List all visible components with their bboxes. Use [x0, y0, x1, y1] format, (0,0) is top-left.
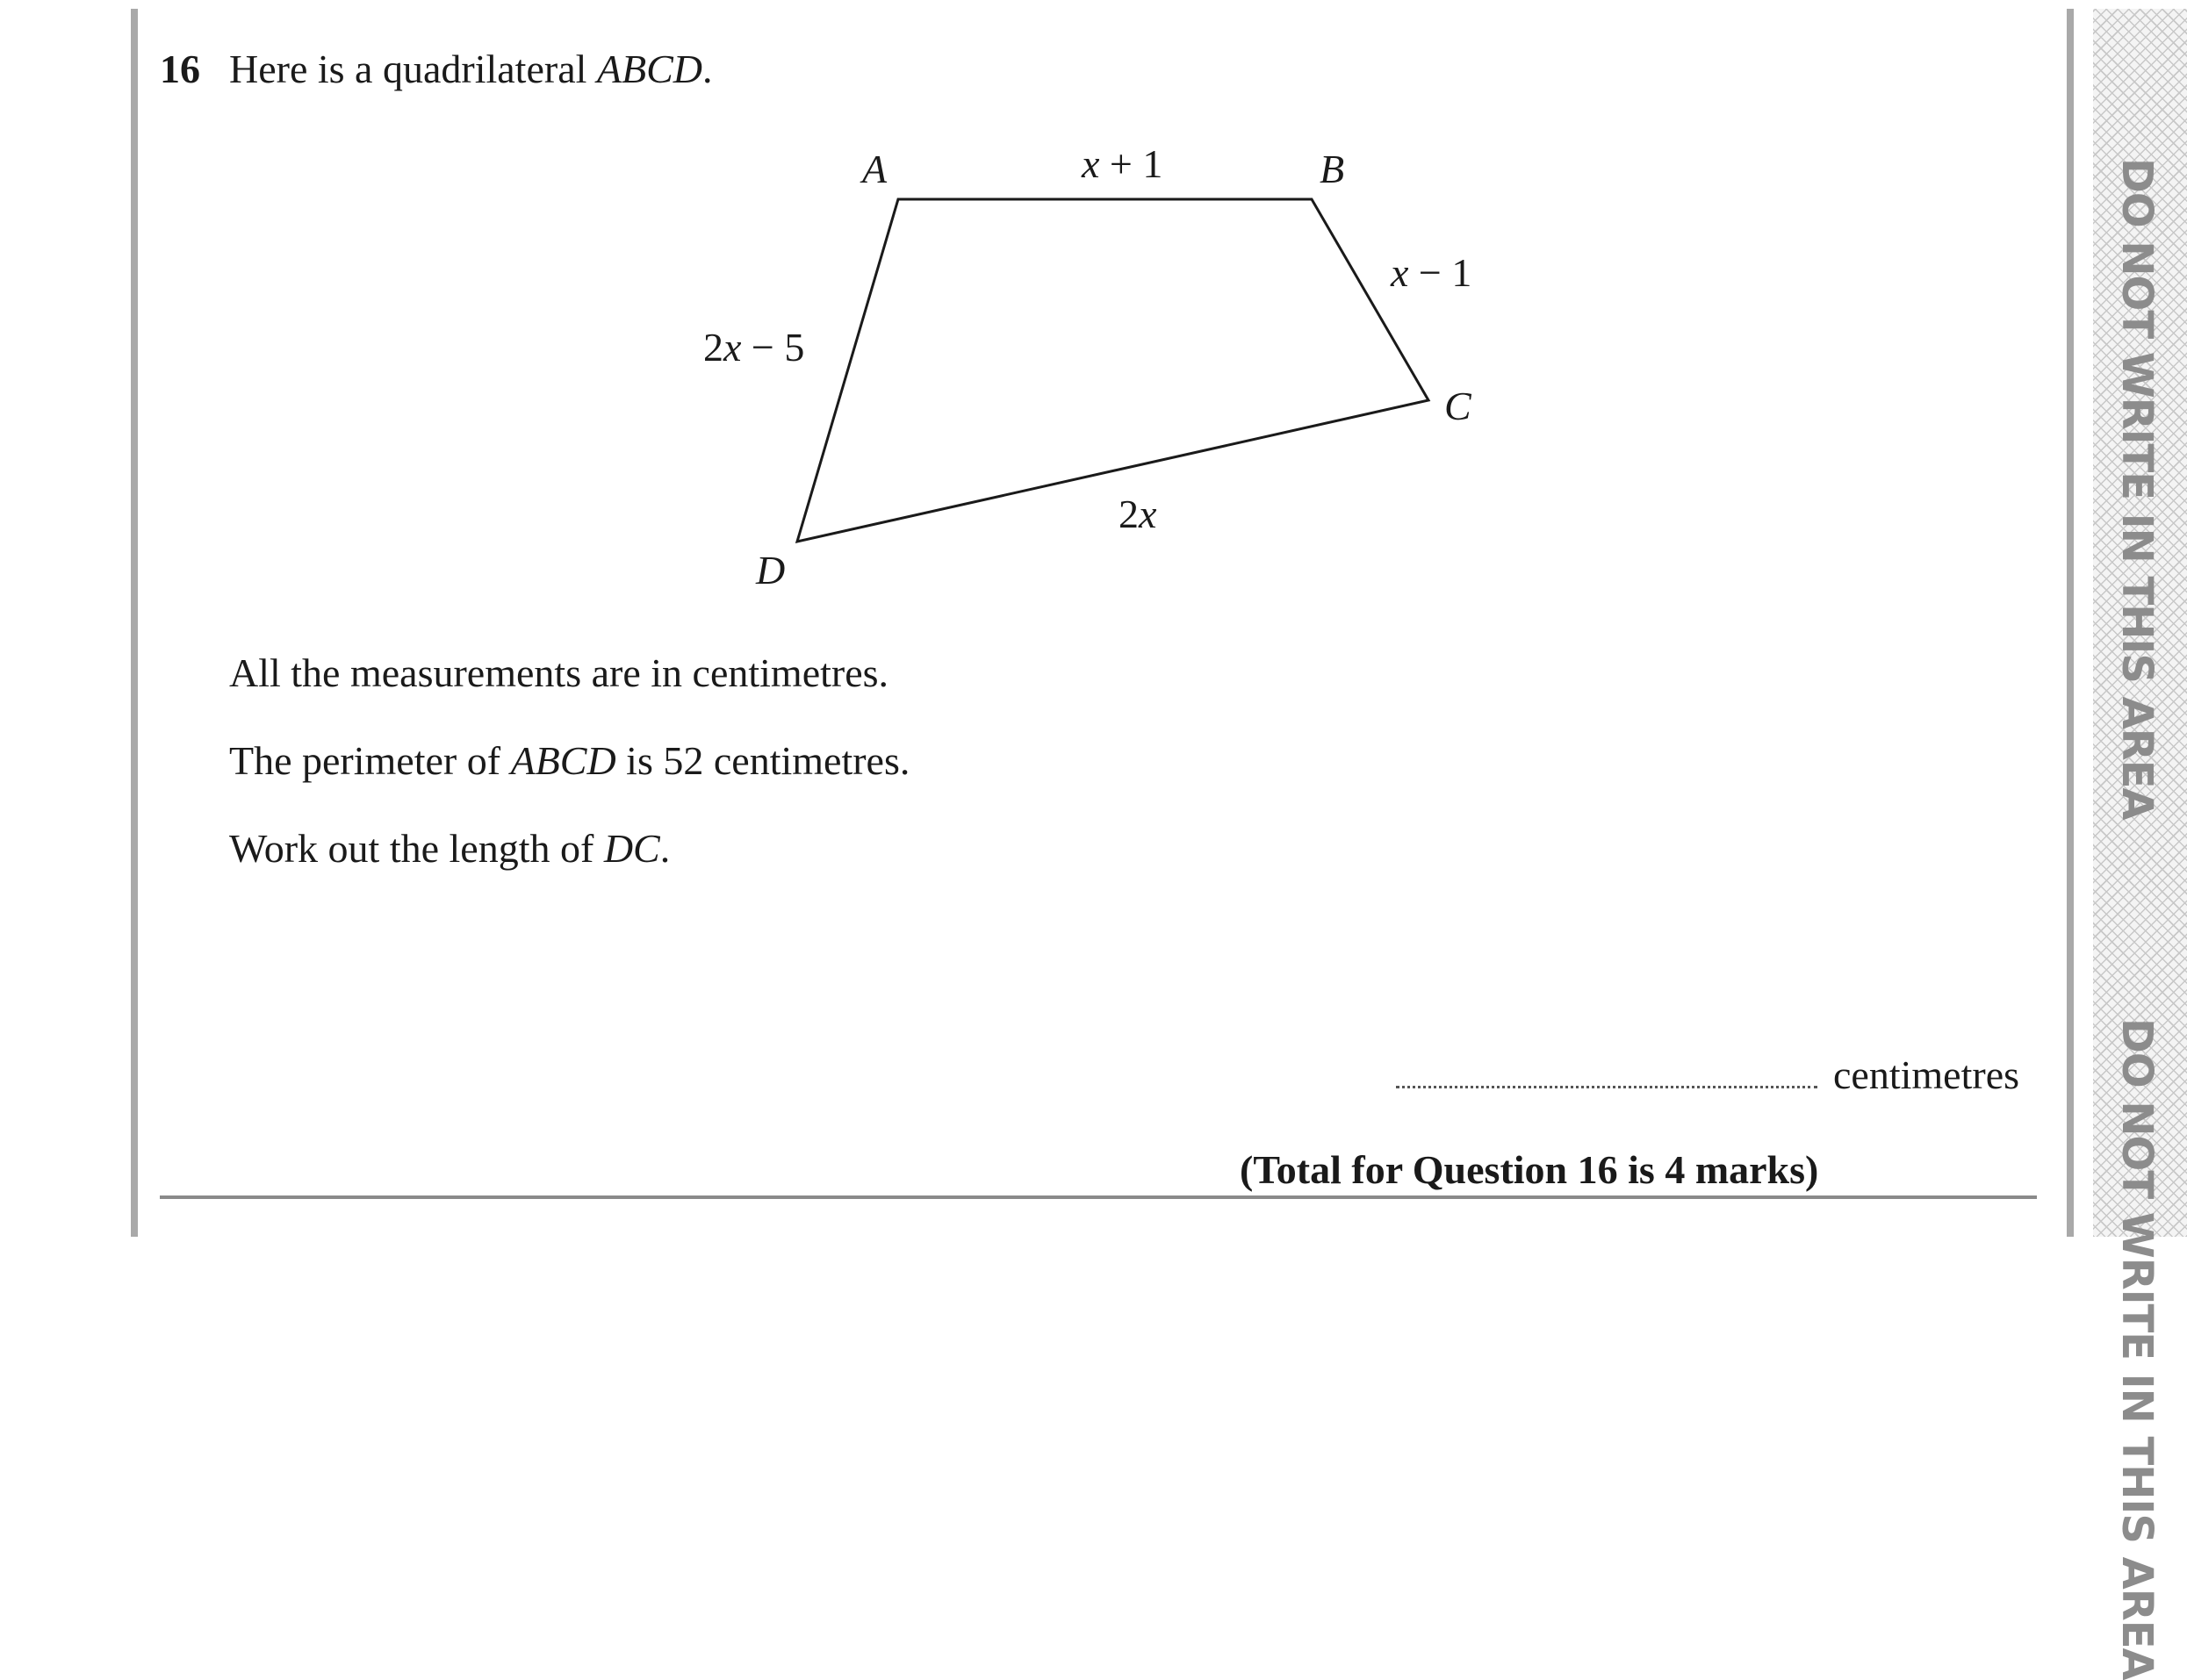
answer-unit: centimetres [1833, 1052, 2020, 1097]
perimeter-statement [229, 737, 910, 784]
perimeter-start: The perimeter of [229, 738, 511, 783]
side-label-ab: x + 1 [1082, 141, 1163, 186]
do-not-write-warning: DO NOT WRITE IN THIS AREA [2112, 158, 2162, 820]
perimeter-end: is 52 centimetres. [615, 738, 910, 783]
side-label-ad: 2x − 5 [703, 325, 805, 370]
task-statement [229, 825, 670, 872]
measurement-statement: All the measurements are in centimetres. [229, 650, 889, 695]
question-number: 16 [160, 47, 200, 91]
intro-end: . [702, 47, 713, 91]
answer-row [1396, 1052, 2019, 1098]
task-side-name: DC [603, 826, 660, 871]
intro-text: Here is a quadrilateral [229, 47, 597, 91]
answer-line[interactable] [1396, 1079, 1817, 1088]
bottom-divider [160, 1195, 2037, 1199]
side-label-bc: x − 1 [1391, 250, 1472, 295]
perimeter-shape-name: ABCD [510, 738, 616, 783]
side-label-dc: 2x [1119, 492, 1157, 536]
vertex-label-a: A [862, 147, 888, 191]
do-not-write-warning-cut: DO NOT WRITE IN THIS AREA [2112, 1018, 2162, 1680]
intro-shape-name: ABCD [596, 47, 703, 91]
vertex-label-d: D [756, 548, 786, 592]
total-marks: (Total for Question 16 is 4 marks) [1240, 1147, 1819, 1192]
task-end: . [659, 826, 671, 871]
quadrilateral-abcd [797, 199, 1428, 542]
vertex-label-b: B [1320, 147, 1345, 191]
task-start: Work out the length of [229, 826, 604, 871]
vertex-label-c: C [1444, 384, 1471, 428]
